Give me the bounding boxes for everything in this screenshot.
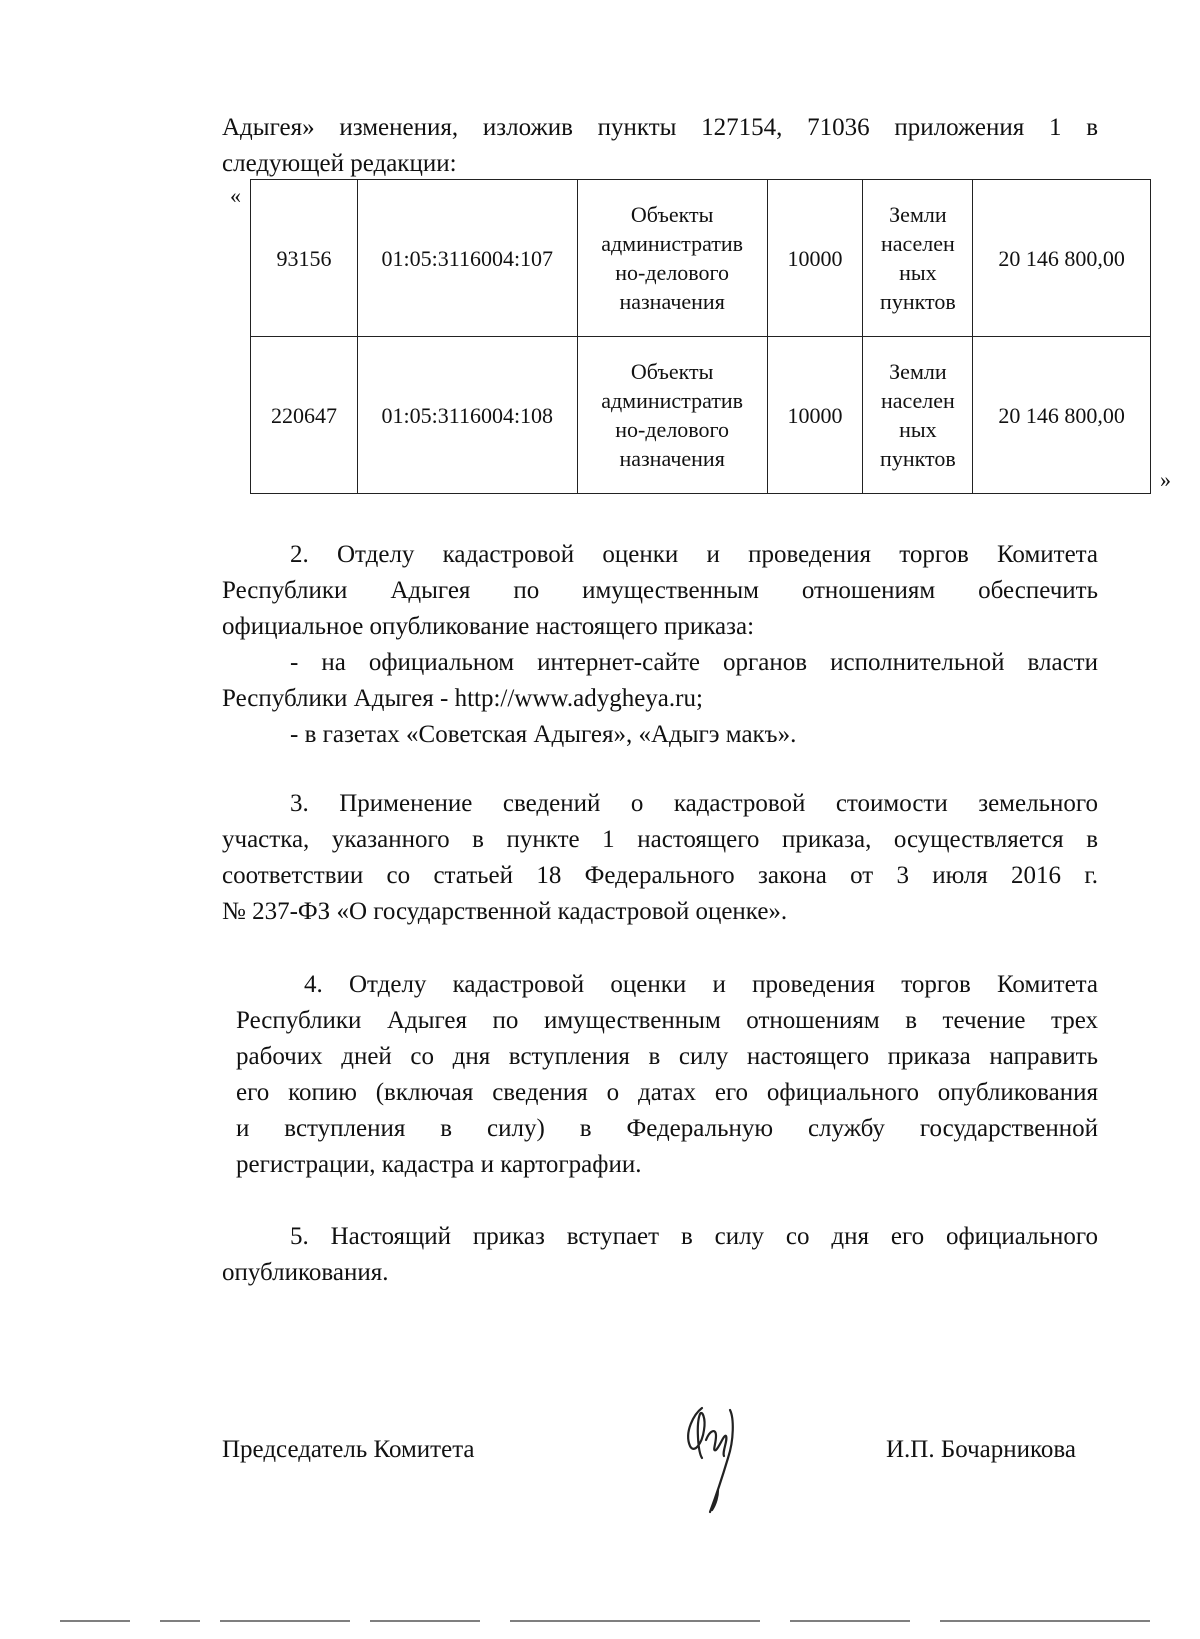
land-category-line: пунктов — [880, 446, 956, 471]
land-category-line: населен — [880, 231, 955, 256]
object-type-line: но-делового — [615, 260, 730, 285]
land-category-line: пунктов — [880, 289, 956, 314]
intro-line: Адыгея» изменения, изложив пункты 127154, 71036 приложения 1 в — [222, 114, 1098, 141]
table-row — [251, 180, 1151, 337]
paragraph-line: 3. Применение сведений о кадастровой стоимости земельного — [290, 790, 1098, 817]
paragraph-line: его копию (включая сведения о датах его официального опубликования — [236, 1079, 1098, 1106]
land-category-cell — [863, 180, 973, 337]
object-type-cell — [577, 180, 767, 337]
signatory-title: Председатель Комитета — [222, 1436, 475, 1463]
land-category-line: Земли — [889, 359, 947, 384]
paragraph-line: опубликования. — [222, 1259, 389, 1286]
intro-paragraph — [222, 110, 1098, 182]
cadastral-number-cell: 01:05:3116004:108 — [357, 337, 577, 494]
cadastral-table — [250, 179, 1151, 494]
closing-quote-mark: » — [1160, 467, 1171, 492]
object-type-line: назначения — [619, 446, 725, 471]
paragraph-line: рабочих дней со дня вступления в силу настоящего приказа направить — [236, 1043, 1098, 1070]
paragraph-line: Республики Адыгея по имущественным отношениям в течение трех — [236, 1007, 1098, 1034]
land-category-line: ных — [899, 260, 937, 285]
paragraph-line: соответствии со статьей 18 Федерального закона от 3 июля 2016 г. — [222, 862, 1098, 889]
cadastral-value-cell: 20 146 800,00 — [973, 337, 1151, 494]
object-type-line: административ — [601, 388, 744, 413]
paragraph-line: Республики Адыгея - http://www.adygheya.ru; — [222, 685, 703, 712]
land-category-line: Земли — [889, 202, 947, 227]
cadastral-value-cell: 20 146 800,00 — [973, 180, 1151, 337]
object-type-line: Объекты — [630, 359, 714, 384]
intro-line: следующей редакции: — [222, 150, 457, 177]
area-cell: 10000 — [767, 337, 863, 494]
paragraph-line: 5. Настоящий приказ вступает в силу со дня его официального — [290, 1223, 1098, 1250]
opening-quote-mark: « — [230, 183, 241, 208]
object-type-line: назначения — [619, 289, 725, 314]
paragraph-line: 2. Отделу кадастровой оценки и проведения торгов Комитета — [290, 541, 1098, 568]
row-number-cell: 93156 — [251, 180, 358, 337]
cadastral-number-cell: 01:05:3116004:107 — [357, 180, 577, 337]
handwritten-signature — [672, 1400, 762, 1520]
paragraph-line: регистрации, кадастра и картографии. — [236, 1151, 642, 1178]
land-category-line: населен — [880, 388, 955, 413]
object-type-line: Объекты — [630, 202, 714, 227]
paragraph-3 — [222, 786, 1098, 930]
paragraph-2 — [222, 537, 1098, 753]
paragraph-line: - в газетах «Советская Адыгея», «Адыгэ макъ». — [290, 721, 797, 748]
signatory-name: И.П. Бочарникова — [886, 1436, 1076, 1463]
object-type-line: административ — [601, 231, 744, 256]
paragraph-4 — [236, 967, 1098, 1183]
area-cell: 10000 — [767, 180, 863, 337]
bottom-scan-rule — [60, 1618, 1150, 1624]
paragraph-line: участка, указанного в пункте 1 настоящего приказа, осуществляется в — [222, 826, 1098, 853]
object-type-cell — [577, 337, 767, 494]
paragraph-line: 4. Отделу кадастровой оценки и проведения торгов Комитета — [304, 971, 1098, 998]
land-category-cell — [863, 337, 973, 494]
paragraph-line: Республики Адыгея по имущественным отношениям обеспечить — [222, 577, 1098, 604]
paragraph-5 — [222, 1219, 1098, 1291]
paragraph-line: № 237-ФЗ «О государственной кадастровой оценке». — [222, 898, 788, 925]
table-row — [251, 337, 1151, 494]
paragraph-line: - на официальном интернет-сайте органов исполнительной власти — [290, 649, 1098, 676]
paragraph-line: и вступления в силу) в Федеральную службу государственной — [236, 1115, 1098, 1142]
object-type-line: но-делового — [615, 417, 730, 442]
land-category-line: ных — [899, 417, 937, 442]
paragraph-line: официальное опубликование настоящего приказа: — [222, 613, 755, 640]
row-number-cell: 220647 — [251, 337, 358, 494]
